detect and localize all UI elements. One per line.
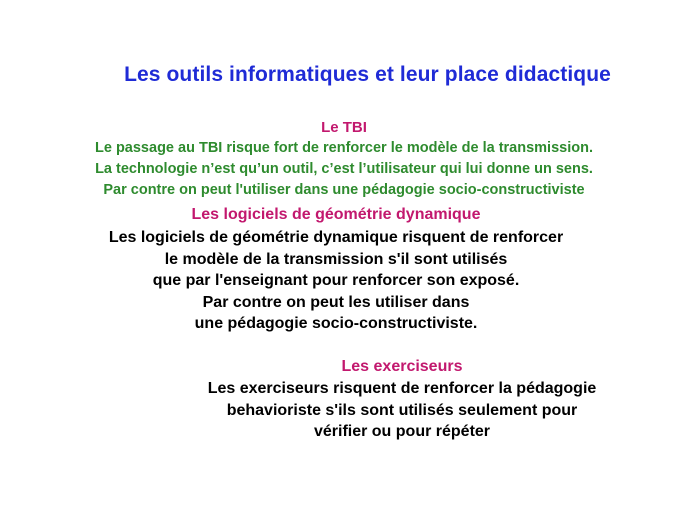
section-tbi-body bbox=[44, 138, 644, 201]
section-tbi-heading: Le TBI bbox=[321, 119, 367, 136]
section-geometrie-line: Les logiciels de géométrie dynamique risquent de renforcer bbox=[108, 229, 564, 246]
section-exerciseurs-line: behavioriste s'ils sont utilisés seulement pour bbox=[226, 401, 578, 419]
section-geometrie-line: que par l'enseignant pour renforcer son exposé. bbox=[152, 272, 520, 289]
section-exerciseurs-body bbox=[102, 378, 689, 443]
section-geometrie-line: le modèle de la transmission s'il sont utilisés bbox=[164, 250, 508, 268]
section-geometrie-line: une pédagogie socio-constructiviste. bbox=[194, 315, 478, 332]
section-geometrie-line: Par contre on peut les utiliser dans bbox=[202, 293, 470, 311]
section-tbi-line: La technologie n’est qu’un outil, c’est l’utilisateur qui lui donne un sens. bbox=[95, 161, 593, 177]
section-exerciseurs-heading: Les exerciseurs bbox=[341, 358, 463, 375]
section-exerciseurs bbox=[102, 356, 689, 443]
section-geometrie-heading: Les logiciels de géométrie dynamique bbox=[191, 206, 481, 223]
section-tbi-line: Le passage au TBI risque fort de renforcer le modèle de la transmission. bbox=[95, 140, 593, 156]
section-exerciseurs-line: vérifier ou pour répéter bbox=[313, 423, 491, 440]
section-exerciseurs-line: Les exerciseurs risquent de renforcer la pédagogie bbox=[207, 380, 597, 397]
section-geometrie-body bbox=[36, 227, 636, 335]
section-geometrie bbox=[36, 204, 636, 335]
slide-title: Les outils informatiques et leur place didactique bbox=[124, 63, 611, 86]
section-tbi bbox=[44, 118, 644, 201]
section-tbi-line: Par contre on peut l'utiliser dans une pédagogie socio-constructiviste bbox=[103, 182, 585, 198]
